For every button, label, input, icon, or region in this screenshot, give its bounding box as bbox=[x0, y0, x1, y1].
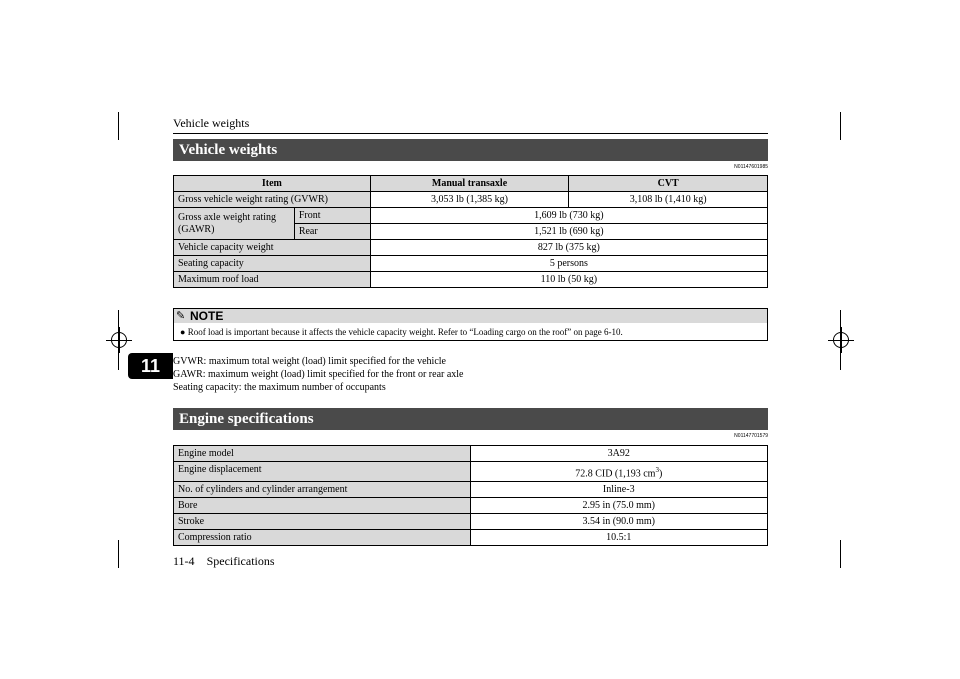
row-label: Gross vehicle weight rating (GVWR) bbox=[174, 192, 371, 208]
pencil-icon: ✎ bbox=[176, 310, 186, 322]
cell-value: 3,053 lb (1,385 kg) bbox=[370, 192, 569, 208]
crop-mark bbox=[118, 540, 119, 568]
chapter-tab: 11 bbox=[128, 353, 173, 379]
section-code: N01147601985 bbox=[734, 164, 768, 170]
row-label: Gross axle weight rating (GAWR) bbox=[174, 208, 295, 240]
note-text bbox=[180, 327, 623, 337]
section-title-engine-specifications: Engine specifications bbox=[173, 408, 768, 430]
cell-value: 3,108 lb (1,410 kg) bbox=[569, 192, 768, 208]
engine-specifications-table bbox=[173, 445, 768, 546]
cell-value: 3A92 bbox=[470, 446, 767, 462]
page-footer bbox=[173, 554, 275, 569]
table-row bbox=[174, 462, 768, 482]
column-header: CVT bbox=[569, 176, 768, 192]
row-label: Maximum roof load bbox=[174, 272, 371, 288]
definition-line: GVWR: maximum total weight (load) limit specified for the vehicle bbox=[173, 356, 446, 367]
cell-value: 10.5:1 bbox=[470, 530, 767, 546]
note-label: NOTE bbox=[190, 309, 224, 323]
row-label: Seating capacity bbox=[174, 256, 371, 272]
running-header: Vehicle weights bbox=[173, 116, 250, 130]
crop-mark bbox=[840, 540, 841, 568]
row-label: Bore bbox=[174, 498, 471, 514]
footer-section: Specifications bbox=[206, 554, 275, 568]
displacement-close: ) bbox=[658, 468, 663, 479]
table-row bbox=[174, 498, 768, 514]
row-sublabel: Front bbox=[294, 208, 370, 224]
cell-value: 110 lb (50 kg) bbox=[370, 272, 767, 288]
note-header bbox=[174, 309, 767, 323]
column-header: Manual transaxle bbox=[370, 176, 569, 192]
cell-value: Inline-3 bbox=[470, 482, 767, 498]
cell-value bbox=[470, 462, 767, 482]
table-row bbox=[174, 192, 768, 208]
displacement-value: 72.8 CID (1,193 cm bbox=[575, 468, 656, 479]
cell-value: 1,521 lb (690 kg) bbox=[370, 224, 767, 240]
section-code: N01147701579 bbox=[734, 433, 768, 439]
row-label: Stroke bbox=[174, 514, 471, 530]
header-rule bbox=[173, 133, 768, 134]
table-row bbox=[174, 208, 768, 224]
row-label: No. of cylinders and cylinder arrangement bbox=[174, 482, 471, 498]
superscript: 3 bbox=[655, 465, 659, 474]
table-row bbox=[174, 530, 768, 546]
definition-line: GAWR: maximum weight (load) limit specified for the front or rear axle bbox=[173, 369, 464, 380]
cell-value: 827 lb (375 kg) bbox=[370, 240, 767, 256]
crop-mark bbox=[118, 112, 119, 140]
table-row bbox=[174, 514, 768, 530]
table-header-row bbox=[174, 176, 768, 192]
row-label: Compression ratio bbox=[174, 530, 471, 546]
row-sublabel: Rear bbox=[294, 224, 370, 240]
page-number: 11-4 bbox=[173, 554, 195, 568]
cell-value: 5 persons bbox=[370, 256, 767, 272]
registration-mark-icon bbox=[111, 332, 127, 348]
table-row bbox=[174, 446, 768, 462]
cell-value: 3.54 in (90.0 mm) bbox=[470, 514, 767, 530]
registration-mark-icon bbox=[833, 332, 849, 348]
crop-mark bbox=[840, 112, 841, 140]
table-row bbox=[174, 482, 768, 498]
cell-value: 2.95 in (75.0 mm) bbox=[470, 498, 767, 514]
note-body: Roof load is important because it affects the vehicle capacity weight. Refer to “Loading cargo on the roof” on page 6-10. bbox=[187, 327, 623, 337]
row-label: Engine displacement bbox=[174, 462, 471, 482]
row-label: Vehicle capacity weight bbox=[174, 240, 371, 256]
table-row bbox=[174, 256, 768, 272]
definition-line: Seating capacity: the maximum number of occupants bbox=[173, 382, 386, 393]
row-label: Engine model bbox=[174, 446, 471, 462]
column-header: Item bbox=[174, 176, 371, 192]
table-row bbox=[174, 240, 768, 256]
vehicle-weights-table bbox=[173, 175, 768, 288]
bullet-icon: ● bbox=[180, 327, 186, 337]
cell-value: 1,609 lb (730 kg) bbox=[370, 208, 767, 224]
table-row bbox=[174, 272, 768, 288]
section-title-vehicle-weights: Vehicle weights bbox=[173, 139, 768, 161]
